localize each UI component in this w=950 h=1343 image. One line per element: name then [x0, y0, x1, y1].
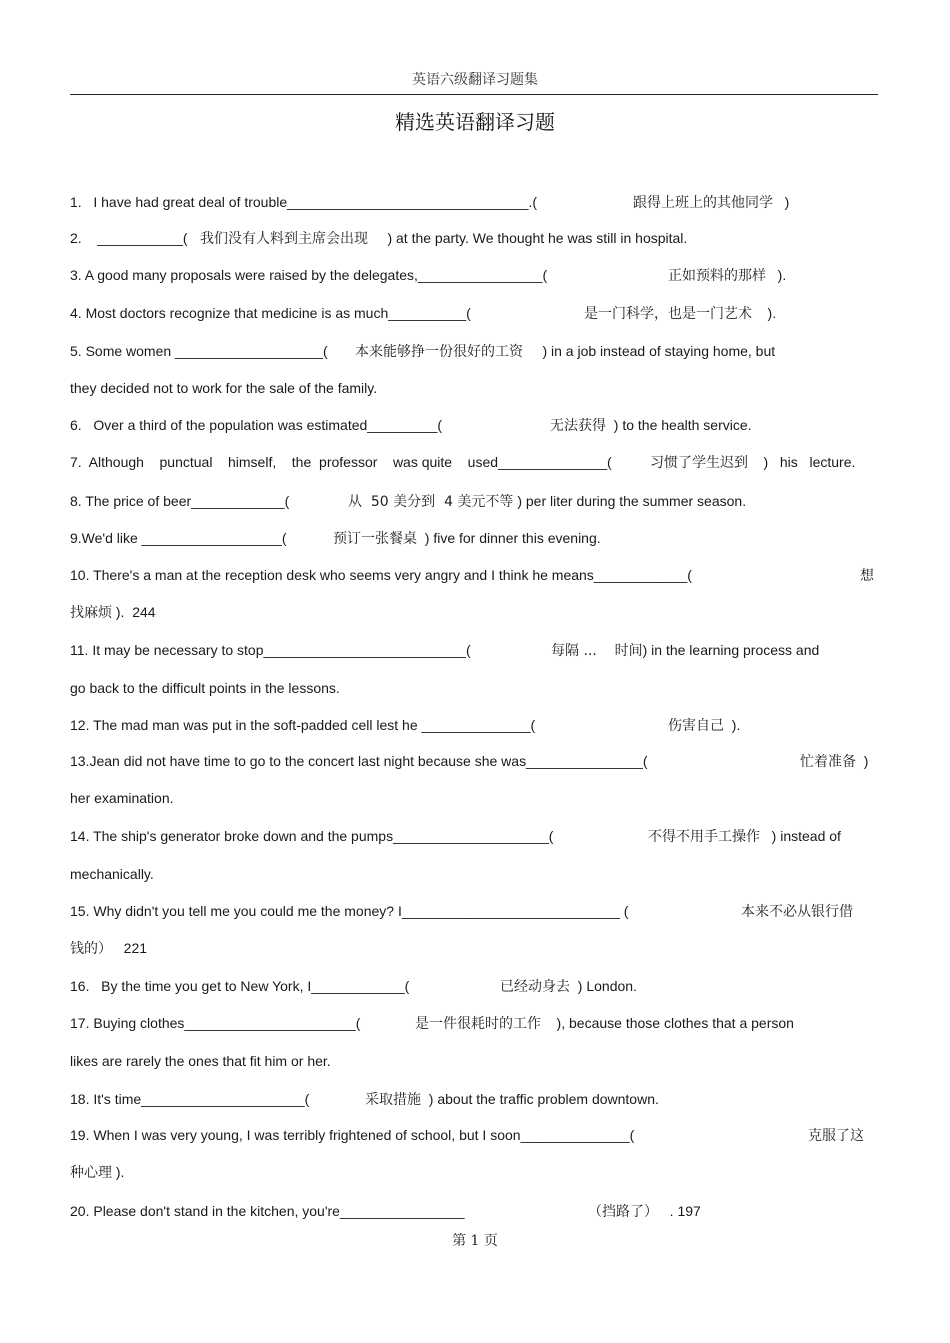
chinese-hint-group	[550, 416, 752, 435]
chinese-hint: 钱的）	[70, 941, 112, 957]
exercise-line	[70, 1202, 465, 1220]
sentence-tail: ) five for dinner this evening.	[417, 530, 601, 546]
chinese-hint-group	[588, 1202, 701, 1221]
chinese-hint: 是一门科学，也是一门艺术	[584, 306, 752, 322]
sentence-tail: ) in a job instead of staying home, but	[523, 343, 776, 359]
sentence-tail: ). 244	[112, 604, 156, 620]
chinese-hint-group	[551, 641, 819, 660]
chinese-hint: 本来能够挣一份很好的工资	[355, 344, 523, 360]
sentence-tail: ) his lecture.	[748, 454, 856, 470]
page-title: 精选英语翻译习题	[395, 110, 555, 134]
question-text: 8. The price of beer____________(	[70, 493, 290, 509]
question-text: 10. There's a man at the reception desk who seems very angry and I think he means____________(	[70, 567, 692, 583]
question-text: 5. Some women ___________________(	[70, 343, 336, 359]
chinese-hint-group	[415, 1014, 794, 1033]
chinese-hint-group	[70, 1163, 124, 1182]
sentence-tail: ), because those clothes that a person	[541, 1015, 794, 1031]
chinese-hint: 我们没有人料到主席会出现	[200, 231, 368, 247]
question-text: go back to the difficult points in the lessons.	[70, 680, 340, 696]
sentence-tail: )	[773, 194, 790, 210]
chinese-hint-group	[800, 752, 868, 771]
chinese-hint: 采取措施	[365, 1092, 421, 1108]
exercise-line	[70, 679, 340, 697]
question-text: 6. Over a third of the population was estimated_________(	[70, 417, 443, 433]
exercise-line	[70, 492, 289, 510]
question-text: 16. By the time you get to New York, I____________(	[70, 978, 410, 994]
exercise-line	[70, 453, 612, 471]
chinese-hint: 忙着准备	[800, 754, 856, 770]
exercise-line	[70, 1090, 309, 1108]
chinese-hint: 想	[860, 568, 874, 584]
exercise-line	[70, 304, 471, 322]
exercise-line	[70, 789, 174, 807]
sentence-tail: ).	[112, 1164, 125, 1180]
exercise-line	[70, 902, 628, 920]
chinese-hint: 习惯了学生迟到	[650, 455, 748, 471]
question-text: 20. Please don't stand in the kitchen, you're________________	[70, 1203, 465, 1219]
chinese-hint-group	[668, 716, 740, 735]
sentence-tail: ) London.	[570, 978, 637, 994]
running-header: 英语六级翻译习题集	[412, 72, 538, 88]
question-text: 14. The ship's generator broke down and the pumps____________________(	[70, 828, 554, 844]
chinese-hint-group	[333, 529, 601, 548]
chinese-hint: 正如预料的那样	[668, 268, 766, 284]
exercise-line	[70, 193, 537, 211]
sentence-tail: ) instead of	[760, 828, 841, 844]
exercise-line	[70, 752, 648, 770]
chinese-hint-group	[741, 902, 853, 921]
sentence-tail: 221	[112, 940, 148, 956]
chinese-hint-group	[584, 304, 776, 323]
chinese-hint: （挡路了）	[588, 1204, 658, 1220]
chinese-hint: 不得不用手工操作	[648, 829, 760, 845]
exercise-line	[70, 641, 471, 659]
exercise-line	[70, 566, 692, 584]
exercise-line	[70, 1126, 634, 1144]
question-text: 9.We'd like __________________(	[70, 530, 287, 546]
chinese-hint: 跟得上班上的其他同学	[633, 195, 773, 211]
chinese-hint: 找麻烦	[70, 605, 112, 621]
chinese-hint-group	[860, 566, 874, 585]
question-text: they decided not to work for the sale of the family.	[70, 380, 378, 396]
exercise-line	[70, 827, 553, 845]
chinese-hint-group	[355, 342, 775, 361]
sentence-tail: ).	[724, 717, 741, 733]
question-text: 7. Although punctual himself, the professor was quite used______________(	[70, 454, 612, 470]
question-text: 13.Jean did not have time to go to the concert last night because she was_______________(	[70, 753, 648, 769]
question-text: 11. It may be necessary to stop__________________________(	[70, 642, 471, 658]
question-text: 12. The mad man was put in the soft-padded cell lest he ______________(	[70, 717, 536, 733]
exercise-line	[70, 1014, 360, 1032]
exercise-line	[70, 266, 547, 284]
chinese-hint-group	[348, 492, 746, 511]
exercise-line	[70, 529, 286, 547]
chinese-hint: 伤害自己	[668, 718, 724, 734]
exercise-line	[70, 229, 191, 247]
sentence-tail: . 197	[658, 1203, 701, 1219]
chinese-hint-group	[633, 193, 789, 212]
chinese-hint-group	[200, 229, 687, 248]
question-text: mechanically.	[70, 866, 154, 882]
question-text: 15. Why didn't you tell me you could me the money? I____________________________ (	[70, 903, 629, 919]
exercise-line	[70, 379, 377, 397]
sentence-tail: ).	[752, 305, 777, 321]
chinese-hint-group	[500, 977, 637, 996]
chinese-hint: 种心理	[70, 1165, 112, 1181]
exercise-line	[70, 1052, 331, 1070]
chinese-hint-group	[808, 1126, 864, 1145]
chinese-hint: 无法获得	[550, 418, 606, 434]
sentence-tail: )	[856, 753, 869, 769]
exercise-line	[70, 342, 335, 360]
question-text: 19. When I was very young, I was terribly frightened of school, but I soon______________(	[70, 1127, 635, 1143]
sentence-tail: ) about the traffic problem downtown.	[421, 1091, 659, 1107]
chinese-hint-group	[648, 827, 841, 846]
chinese-hint: 已经动身去	[500, 979, 570, 995]
chinese-hint: 从 50 美分到 4 美元不等	[348, 494, 514, 510]
sentence-tail: ).	[766, 267, 787, 283]
chinese-hint-group	[70, 603, 156, 622]
chinese-hint-group	[365, 1090, 659, 1109]
chinese-hint-group	[650, 453, 855, 472]
question-text: likes are rarely the ones that fit him or her.	[70, 1053, 331, 1069]
page-number: 第 1 页	[452, 1233, 498, 1249]
chinese-hint: 是一件很耗时的工作	[415, 1016, 541, 1032]
chinese-hint-group	[668, 266, 786, 285]
chinese-hint: 每隔 ... 时间	[551, 643, 643, 659]
question-text: 2. ___________(	[70, 230, 192, 246]
question-text: 3. A good many proposals were raised by the delegates,________________(	[70, 267, 548, 283]
sentence-tail: ) to the health service.	[606, 417, 752, 433]
header-divider	[70, 94, 878, 95]
chinese-hint: 克服了这	[808, 1128, 864, 1144]
question-text: 18. It's time_____________________(	[70, 1091, 310, 1107]
question-text: 17. Buying clothes______________________(	[70, 1015, 361, 1031]
exercise-line	[70, 977, 409, 995]
question-text: 4. Most doctors recognize that medicine is as much__________(	[70, 305, 471, 321]
chinese-hint-group	[70, 939, 147, 958]
sentence-tail: ) per liter during the summer season.	[513, 493, 747, 509]
exercise-line	[70, 416, 442, 434]
chinese-hint: 预订一张餐桌	[333, 531, 417, 547]
question-text: her examination.	[70, 790, 174, 806]
chinese-hint: 本来不必从银行借	[741, 904, 853, 920]
exercise-line	[70, 865, 154, 883]
sentence-tail: ) in the learning process and	[642, 642, 820, 658]
exercise-line	[70, 716, 535, 734]
question-text: 1. I have had great deal of trouble_______________________________.(	[70, 194, 538, 210]
sentence-tail: ) at the party. We thought he was still in hospital.	[368, 230, 688, 246]
